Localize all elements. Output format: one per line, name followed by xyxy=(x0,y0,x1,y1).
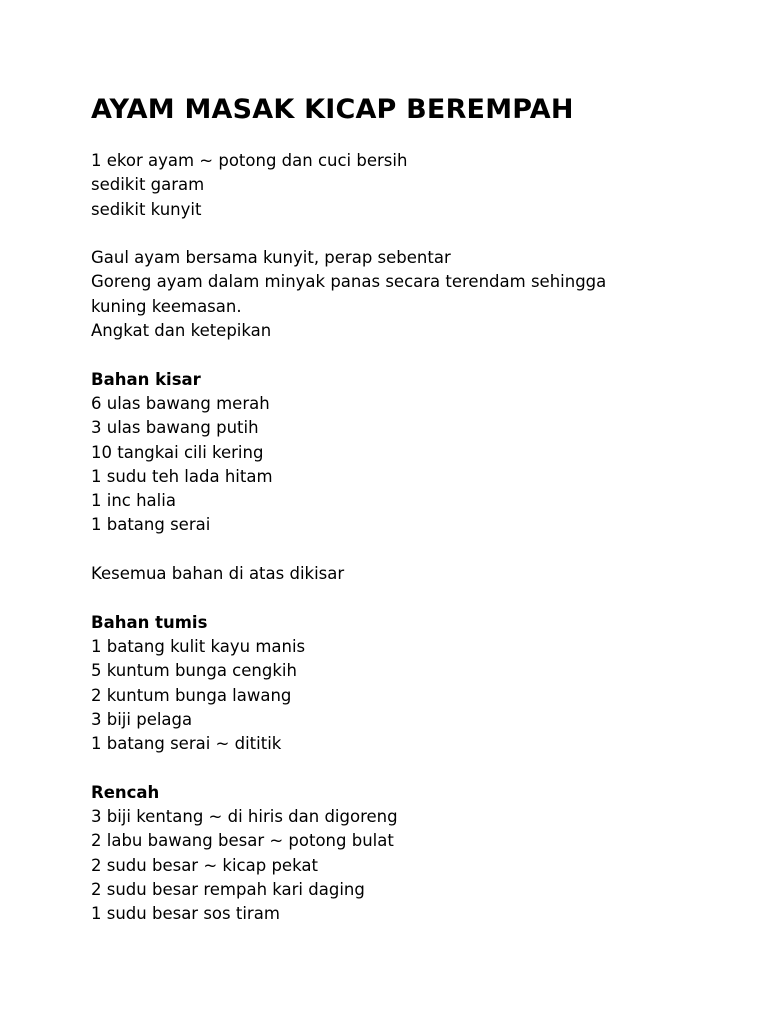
ingredient-line: 5 kuntum bunga cengkih xyxy=(91,661,297,681)
prep-steps xyxy=(91,246,731,343)
ingredient-line: 3 biji kentang ~ di hiris dan digoreng xyxy=(91,807,398,827)
ingredient-line: 2 sudu besar rempah kari daging xyxy=(91,879,365,899)
ingredient-line: 2 sudu besar ~ kicap pekat xyxy=(91,855,318,875)
ingredient-line: 1 batang kulit kayu manis xyxy=(91,636,306,656)
intro-ingredients xyxy=(91,149,731,222)
step-line: Angkat dan ketepikan xyxy=(91,321,272,341)
recipe-title: AYAM MASAK KICAP BEREMPAH xyxy=(91,94,574,125)
ingredient-line: 3 ulas bawang putih xyxy=(91,418,259,438)
ingredient-line: 1 inc halia xyxy=(91,491,176,511)
ingredient-line: 3 biji pelaga xyxy=(91,709,193,729)
step-line: Goreng ayam dalam minyak panas secara terendam sehingga xyxy=(91,272,607,292)
ingredient-line: sedikit kunyit xyxy=(91,199,202,219)
ingredient-line: 1 ekor ayam ~ potong dan cuci bersih xyxy=(91,151,408,170)
ingredient-line: 2 labu bawang besar ~ potong bulat xyxy=(91,831,394,851)
ingredient-line: 10 tangkai cili kering xyxy=(91,442,264,462)
rencah-section xyxy=(91,781,731,927)
ingredient-line: 1 batang serai xyxy=(91,515,211,535)
ingredient-line: sedikit garam xyxy=(91,175,205,195)
bahan-kisar-section xyxy=(91,368,731,538)
section-heading: Bahan tumis xyxy=(91,612,208,632)
step-line: kuning keemasan. xyxy=(91,296,242,316)
ingredient-line: 1 sudu teh lada hitam xyxy=(91,466,273,486)
ingredient-line: 6 ulas bawang merah xyxy=(91,393,270,413)
ingredient-line: 2 kuntum bunga lawang xyxy=(91,685,292,705)
step-line: Gaul ayam bersama kunyit, perap sebentar xyxy=(91,248,451,268)
bahan-tumis-section xyxy=(91,611,731,757)
recipe-document xyxy=(91,92,731,951)
section-heading: Bahan kisar xyxy=(91,369,201,389)
kisar-note-section xyxy=(91,562,731,586)
kisar-note: Kesemua bahan di atas dikisar xyxy=(91,564,345,584)
ingredient-line: 1 batang serai ~ dititik xyxy=(91,734,282,754)
section-heading: Rencah xyxy=(91,782,160,802)
ingredient-line: 1 sudu besar sos tiram xyxy=(91,904,280,924)
